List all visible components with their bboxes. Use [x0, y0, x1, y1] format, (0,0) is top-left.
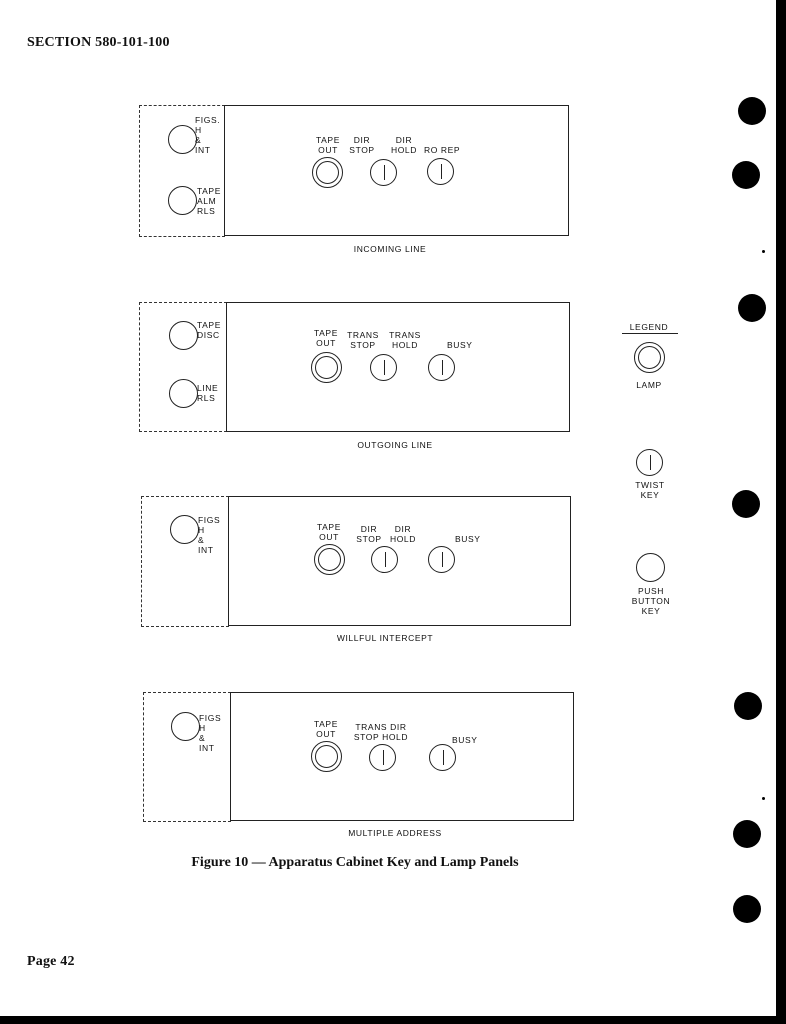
incoming-tape-out-label: TAPE OUT — [316, 135, 340, 155]
legend-push-button-symbol — [636, 553, 665, 582]
outgoing-line-rls-label: LINE RLS — [197, 383, 219, 403]
multiple-trans-dir-label: TRANS DIR STOP HOLD — [353, 722, 409, 742]
outgoing-busy-key[interactable] — [428, 354, 455, 381]
binder-hole — [733, 820, 761, 848]
page-number: Page 42 — [27, 954, 75, 969]
multiple-figs-key[interactable] — [171, 712, 200, 741]
outgoing-line-panel — [226, 302, 570, 432]
multiple-caption: MULTIPLE ADDRESS — [348, 828, 442, 838]
multiple-tape-out-label: TAPE OUT — [314, 719, 338, 739]
incoming-dir-stop-key[interactable] — [370, 159, 397, 186]
outgoing-trans-hold-label: TRANS HOLD — [389, 330, 421, 350]
incoming-tape-alm-rls-key[interactable] — [168, 186, 197, 215]
willful-figs-key[interactable] — [170, 515, 199, 544]
outgoing-busy-label: BUSY — [447, 340, 473, 350]
outgoing-caption: OUTGOING LINE — [357, 440, 433, 450]
willful-dir-stop-key[interactable] — [371, 546, 398, 573]
incoming-tape-alm-rls-label: TAPE ALM RLS — [197, 186, 221, 216]
incoming-dir-stop-label: DIR STOP — [349, 135, 375, 155]
multiple-tape-out-lamp[interactable] — [311, 741, 342, 772]
binder-hole — [738, 294, 766, 322]
section-header: SECTION 580-101-100 — [27, 35, 170, 50]
legend-lamp-label: LAMP — [636, 380, 662, 390]
outgoing-tape-disc-label: TAPE DISC — [197, 320, 221, 340]
page-right-edge — [776, 0, 786, 1024]
outgoing-tape-disc-key[interactable] — [169, 321, 198, 350]
outgoing-tape-out-label: TAPE OUT — [314, 328, 338, 348]
willful-tape-out-lamp[interactable] — [314, 544, 345, 575]
willful-caption: WILLFUL INTERCEPT — [336, 633, 434, 643]
binder-hole — [734, 692, 762, 720]
outgoing-line-rls-key[interactable] — [169, 379, 198, 408]
willful-dir-hold-label: DIR HOLD — [389, 524, 417, 544]
binder-hole — [732, 490, 760, 518]
willful-tape-out-label: TAPE OUT — [317, 522, 341, 542]
willful-intercept-panel — [228, 496, 571, 626]
legend-lamp-symbol — [634, 342, 665, 373]
figure-caption: Figure 10 — Apparatus Cabinet Key and Lamp Panels — [191, 855, 519, 870]
binder-hole — [732, 161, 760, 189]
incoming-caption: INCOMING LINE — [353, 244, 427, 254]
binder-hole — [738, 97, 766, 125]
incoming-figs-label: FIGS. H & INT — [195, 115, 221, 155]
incoming-ro-rep-key[interactable] — [427, 158, 454, 185]
outgoing-trans-stop-label: TRANS STOP — [347, 330, 379, 350]
multiple-address-panel — [230, 692, 574, 821]
incoming-tape-out-lamp[interactable] — [312, 157, 343, 188]
outgoing-tape-out-lamp[interactable] — [311, 352, 342, 383]
willful-dir-stop-label: DIR STOP — [356, 524, 382, 544]
speck — [762, 250, 765, 253]
legend-push-button-key-label: PUSH BUTTON KEY — [631, 586, 671, 616]
multiple-figs-label: FIGS H & INT — [199, 713, 222, 753]
legend-twist-key-symbol — [636, 449, 663, 476]
speck — [762, 797, 765, 800]
binder-hole — [733, 895, 761, 923]
incoming-ro-rep-label: RO REP — [424, 145, 461, 155]
outgoing-trans-stop-key[interactable] — [370, 354, 397, 381]
willful-busy-key[interactable] — [428, 546, 455, 573]
incoming-figs-key[interactable] — [168, 125, 197, 154]
multiple-busy-label: BUSY — [452, 735, 478, 745]
legend-twist-key-label: TWIST KEY — [635, 480, 665, 500]
willful-busy-label: BUSY — [455, 534, 481, 544]
multiple-busy-key[interactable] — [429, 744, 456, 771]
incoming-dir-hold-label: DIR HOLD — [390, 135, 418, 155]
legend-title: LEGEND — [629, 322, 669, 332]
legend-underline — [622, 333, 678, 334]
multiple-trans-stop-key[interactable] — [369, 744, 396, 771]
page-bottom-edge — [0, 1016, 786, 1024]
willful-figs-label: FIGS H & INT — [198, 515, 221, 555]
